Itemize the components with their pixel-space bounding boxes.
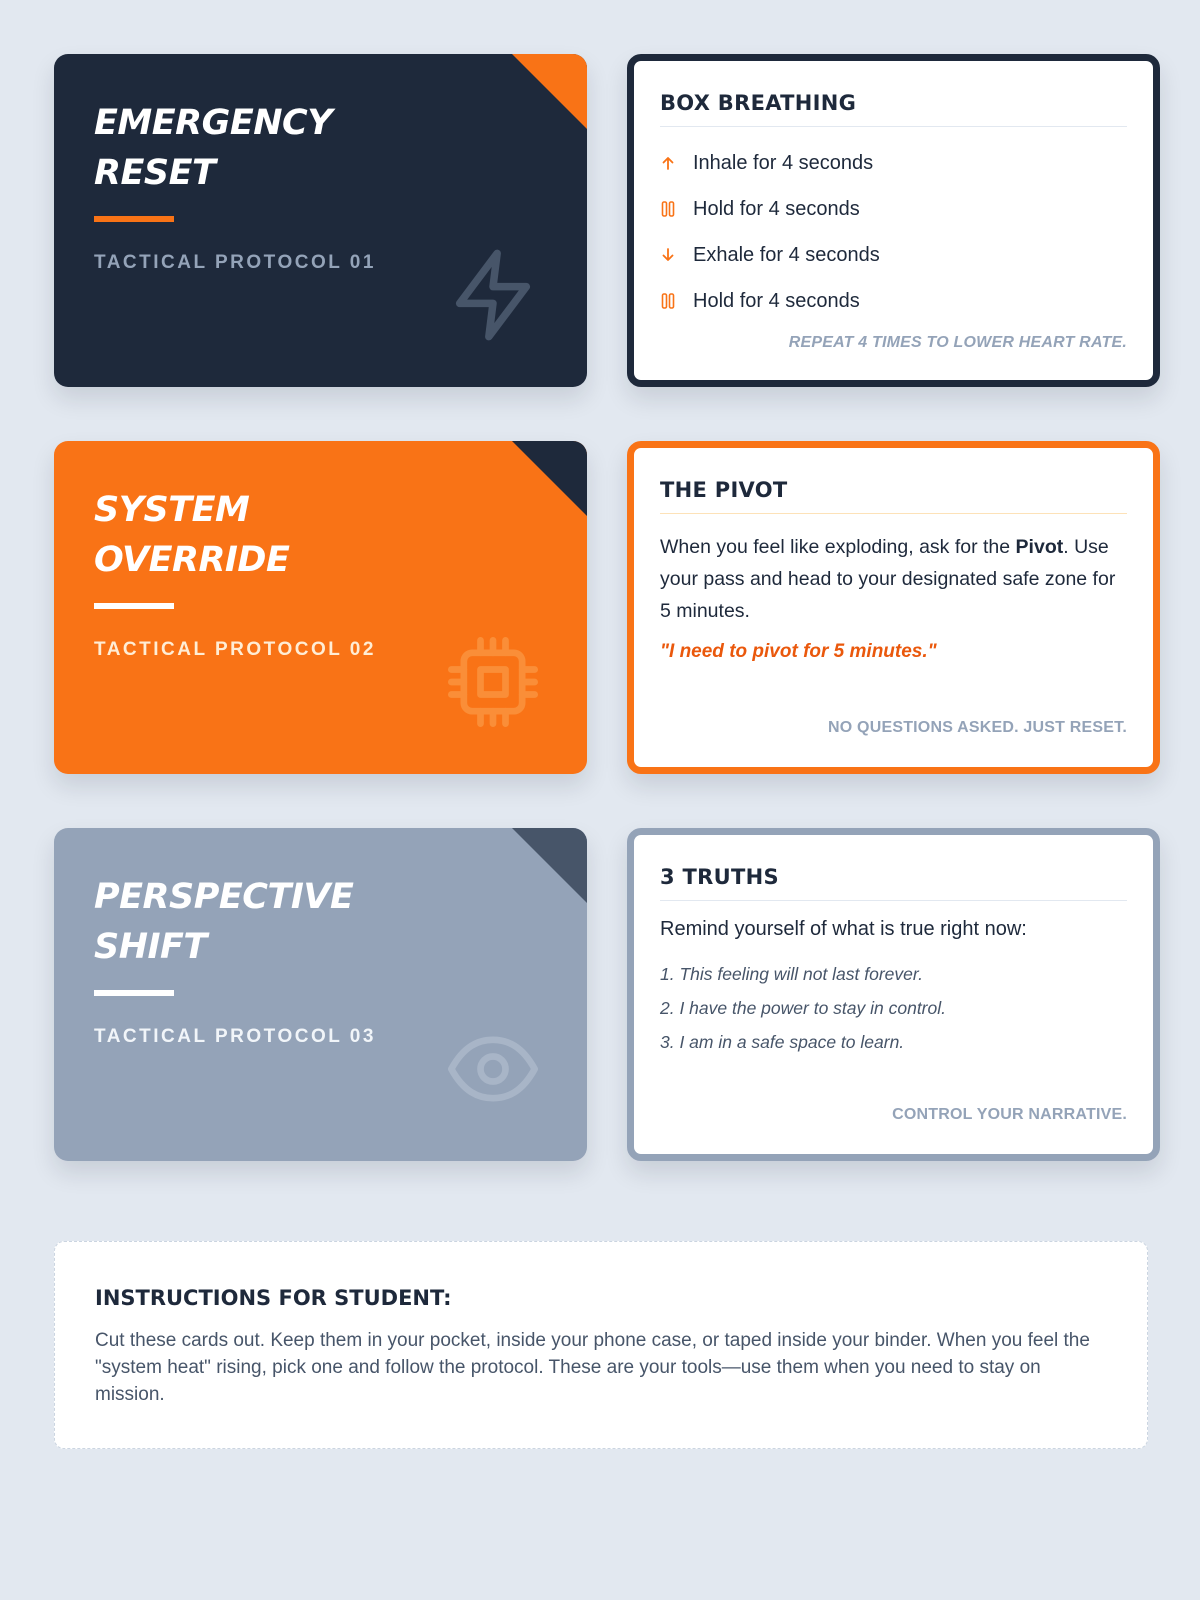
card-front-emergency-reset bbox=[54, 54, 587, 387]
protocol-label: TACTICAL PROTOCOL 01 bbox=[94, 252, 376, 273]
pivot-description: When you feel like exploding, ask for the Pivot. Use your pass and head to your designated safe zone for 5 minutes. bbox=[660, 536, 1116, 622]
card-heading: THE PIVOT bbox=[660, 478, 1127, 514]
cpu-chip-icon bbox=[443, 632, 543, 732]
list-item: Hold for 4 seconds bbox=[660, 186, 1127, 232]
breathing-steps bbox=[660, 140, 1127, 324]
protocol-label: TACTICAL PROTOCOL 03 bbox=[94, 1026, 376, 1047]
card-front-perspective-shift bbox=[54, 828, 587, 1161]
card-footer: CONTROL YOUR NARRATIVE. bbox=[892, 1106, 1127, 1123]
instructions-panel bbox=[54, 1241, 1148, 1449]
truths-list bbox=[660, 957, 1127, 1059]
truths-intro: Remind yourself of what is true right now: bbox=[660, 918, 1027, 940]
instructions-heading: INSTRUCTIONS FOR STUDENT: bbox=[95, 1286, 452, 1310]
list-item: 1. This feeling will not last forever. bbox=[660, 964, 923, 984]
list-item: Hold for 4 seconds bbox=[660, 278, 1127, 324]
card-row-3 bbox=[54, 828, 1160, 1161]
card-title: PERSPECTIVE SHIFT bbox=[94, 877, 354, 967]
card-title: EMERGENCY RESET bbox=[94, 103, 333, 193]
card-footer: NO QUESTIONS ASKED. JUST RESET. bbox=[828, 719, 1127, 736]
instructions-text: Cut these cards out. Keep them in your pocket, inside your phone case, or taped inside your binder. When you feel the "system heat" rising, pick one and follow the protocol. These are your tools—use them when you need to stay on mission. bbox=[95, 1330, 1090, 1405]
lightning-icon bbox=[443, 245, 543, 345]
card-heading: BOX BREATHING bbox=[660, 91, 1127, 127]
arrow-down-icon bbox=[660, 247, 693, 263]
eye-icon bbox=[443, 1019, 543, 1119]
list-item: Inhale for 4 seconds bbox=[660, 140, 1127, 186]
card-heading: 3 TRUTHS bbox=[660, 865, 1127, 901]
card-back-3-truths bbox=[627, 828, 1160, 1161]
list-item: 3. I am in a safe space to learn. bbox=[660, 1032, 905, 1052]
card-title: SYSTEM OVERRIDE bbox=[94, 490, 290, 580]
list-item: 2. I have the power to stay in control. bbox=[660, 998, 946, 1018]
card-front-system-override bbox=[54, 441, 587, 774]
card-back-box-breathing bbox=[627, 54, 1160, 387]
title-underline bbox=[94, 216, 174, 222]
pivot-quote: "I need to pivot for 5 minutes." bbox=[660, 641, 937, 662]
pause-icon bbox=[660, 292, 693, 310]
pause-icon bbox=[660, 200, 693, 218]
card-footer: REPEAT 4 TIMES TO LOWER HEART RATE. bbox=[788, 334, 1127, 351]
card-back-the-pivot bbox=[627, 441, 1160, 774]
arrow-up-icon bbox=[660, 155, 693, 171]
protocol-label: TACTICAL PROTOCOL 02 bbox=[94, 639, 376, 660]
card-row-1 bbox=[54, 54, 1160, 387]
title-underline bbox=[94, 990, 174, 996]
card-row-2 bbox=[54, 441, 1160, 774]
list-item: Exhale for 4 seconds bbox=[660, 232, 1127, 278]
title-underline bbox=[94, 603, 174, 609]
